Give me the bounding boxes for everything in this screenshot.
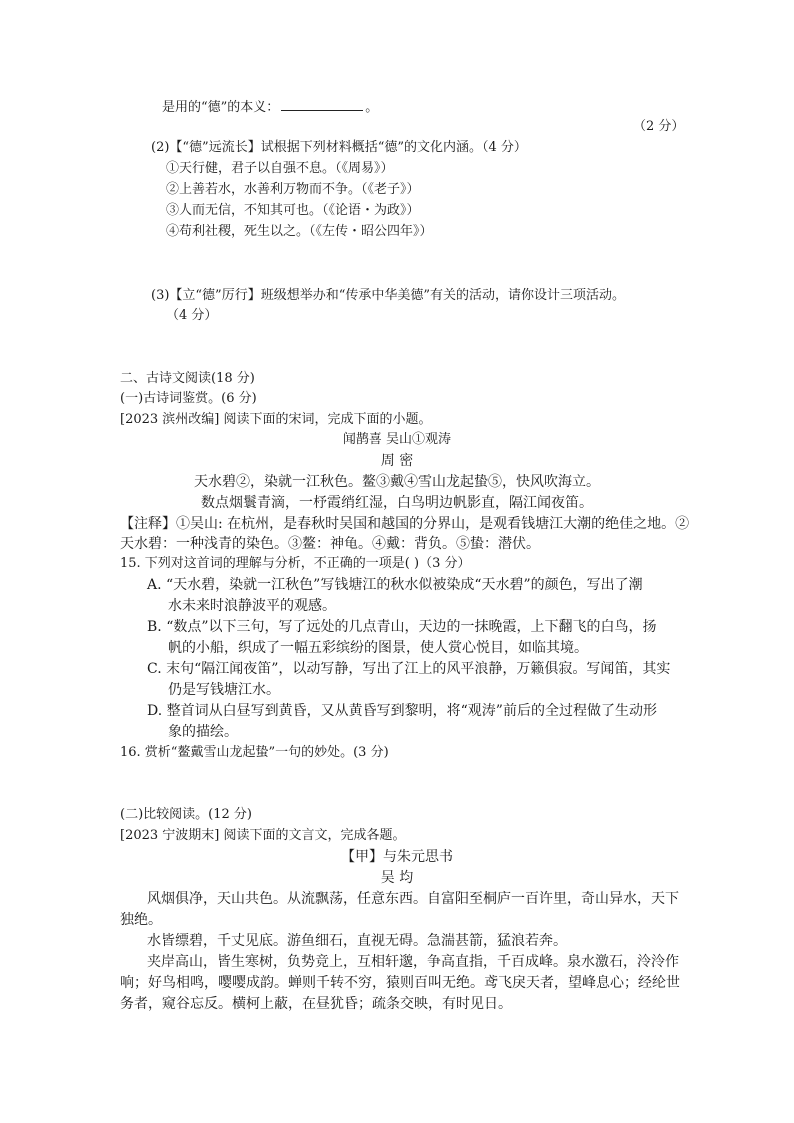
poem-line: 天水碧②，染就一江秋色。鳌③戴④雪山龙起蛰⑤，快风吹海立。 — [194, 474, 600, 490]
prose-paragraph: 风烟俱净，天山共色。从流飘荡，任意东西。自富阳至桐庐一百许里，奇山异水，天下 — [147, 891, 679, 907]
q2-intro: (2)【“德”远流长】试根据下列材料概括“德”的文化内涵。（4 分） — [151, 140, 527, 155]
q15-option-d[interactable]: D. 整首词从白昼写到黄昏，又从黄昏写到黎明，将“观涛”前后的全过程做了生动形 — [147, 703, 657, 719]
q15-option-c[interactable]: C. 末句“隔江闻夜笛”，以动写静，写出了江上的风平浪静，万籁俱寂。写闻笛，其实 — [147, 661, 671, 677]
prose-author: 吴 均 — [380, 870, 414, 886]
notes-line: 天水碧：一种浅青的染色。③鳌：神龟。④戴：背负。⑤蛰：潜伏。 — [120, 536, 540, 552]
prose-paragraph: 水皆缥碧，千丈见底。游鱼细石，直视无碍。急湍甚箭，猛浪若奔。 — [147, 933, 567, 949]
q3-score: （4 分） — [166, 308, 218, 323]
q1-period: 。 — [365, 100, 379, 115]
source-note: [2023 宁波期末] 阅读下面的文言文，完成各题。 — [120, 828, 406, 843]
q15-option-b-cont: 帆的小船，织成了一幅五彩缤纷的图景，使人赏心悦目，如临其境。 — [168, 640, 588, 656]
source-note: [2023 滨州改编] 阅读下面的宋词，完成下面的小题。 — [120, 412, 432, 427]
q1-score: （2 分） — [633, 119, 685, 134]
q15-option-d-cont: 象的描绘。 — [168, 724, 238, 740]
subsection-title: (二)比较阅读。(12 分) — [120, 807, 252, 822]
q15-option-a-cont: 水未来时浪静波平的观感。 — [168, 598, 336, 614]
subsection-title: (一)古诗词鉴赏。(6 分) — [120, 391, 257, 406]
q15-option-b[interactable]: B. “数点”以下三句，写了远处的几点青山，天边的一抹晚霞，上下翻飞的白鸟，扬 — [147, 619, 657, 635]
notes-line: 【注释】①吴山: 在杭州，是春秋时吴国和越国的分界山，是观看钱塘江大潮的绝佳之地。② — [120, 516, 690, 532]
q15-option-c-cont: 仍是写钱塘江水。 — [168, 682, 280, 698]
prose-paragraph-cont: 务者，窥谷忘反。横柯上蔽，在昼犹昏；疏条交映，有时见日。 — [120, 996, 512, 1012]
q2-item: ③人而无信，不知其可也。（《论语・为政》） — [166, 203, 420, 218]
prose-paragraph: 夹岸高山，皆生寒树，负势竞上，互相轩邈，争高直指，千百成峰。泉水激石，泠泠作 — [147, 954, 679, 970]
poem-title: 闻鹊喜 吴山①观涛 — [342, 432, 452, 447]
q15-option-a[interactable]: A. “天水碧，染就一江秋色”写钱塘江的秋水似被染成“天水碧”的颜色，写出了潮 — [147, 577, 643, 593]
prose-paragraph-cont: 响；好鸟相鸣，嘤嘤成韵。蝉则千转不穷，猿则百叫无绝。鸢飞戾天者，望峰息心；经纶世 — [120, 975, 680, 991]
prose-paragraph-cont: 独绝。 — [120, 912, 162, 928]
q2-item: ④苟利社稷，死生以之。（《左传・昭公四年》） — [166, 224, 433, 239]
answer-blank[interactable] — [281, 98, 363, 111]
poem-author: 周 密 — [380, 453, 414, 469]
q15-stem: 15. 下列对这首词的理解与分析，不正确的一项是( )（3 分） — [120, 556, 471, 571]
q16-prompt: 16. 赏析“鳌戴雪山龙起蛰”一句的妙处。(3 分) — [120, 745, 389, 760]
q1-answer-line — [162, 98, 378, 117]
prose-title: 【甲】与朱元思书 — [341, 849, 453, 865]
q1-text: 是用的“德”的本义： — [162, 100, 280, 115]
section-title: 二、古诗文阅读(18 分) — [120, 371, 255, 386]
q3-prompt: (3)【立“德”厉行】班级想举办和“传承中华美德”有关的活动，请你设计三项活动。 — [151, 288, 625, 303]
q2-item: ①天行健，君子以自强不息。（《周易》） — [166, 161, 394, 176]
poem-line: 数点烟鬟青滴，一杼霞绡红湿，白鸟明边帆影直，隔江闻夜笛。 — [201, 495, 593, 511]
q2-item: ②上善若水，水善利万物而不争。（《老子》） — [166, 182, 420, 197]
